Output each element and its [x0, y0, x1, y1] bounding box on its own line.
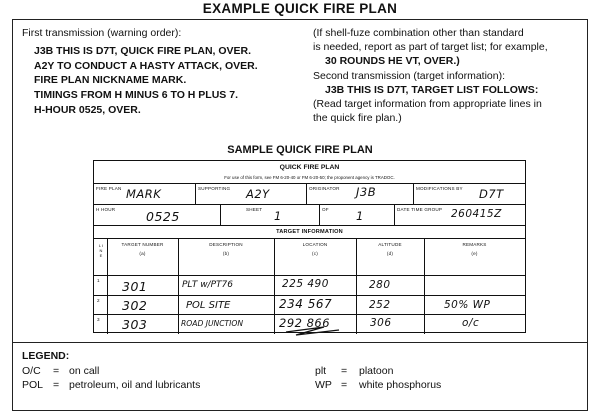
legend-meaning: platoon: [359, 365, 394, 377]
form-title: QUICK FIRE PLAN: [279, 164, 340, 171]
row-target-number: 302: [122, 298, 148, 313]
h-hour-value: 0525: [146, 209, 180, 224]
fire-plan-label: FIRE PLAN: [96, 186, 122, 191]
legend-meaning: white phosphorus: [359, 379, 442, 391]
first-transmission-line: J3B THIS IS D7T, QUICK FIRE PLAN, OVER.: [34, 44, 252, 57]
first-transmission-heading: First transmission (warning order):: [22, 27, 182, 39]
h-hour-label: H HOUR: [96, 207, 116, 212]
read-target-note: the quick fire plan.): [313, 112, 402, 125]
row-altitude: 306: [370, 317, 392, 329]
dtg-value: 260415Z: [451, 208, 502, 220]
modifications-by-value: D7T: [479, 187, 504, 201]
shell-fuze-note: is needed, report as part of target list; for example,: [313, 41, 548, 54]
legend-abbr: plt: [315, 365, 327, 377]
column-header-remarks: REMARKS: [462, 242, 487, 247]
first-transmission-line: A2Y TO CONDUCT A HASTY ATTACK, OVER.: [34, 59, 258, 72]
second-transmission-line: J3B THIS IS D7T, TARGET LIST FOLLOWS:: [325, 83, 539, 96]
supporting-value: A2Y: [246, 187, 270, 201]
row-location: 225 490: [282, 278, 329, 290]
legend-divider: [13, 342, 587, 343]
row-location: 292 866: [279, 316, 331, 330]
legend-abbr: WP: [315, 379, 332, 391]
column-header-altitude: ALTITUDE: [378, 242, 402, 247]
legend-item-wp: [315, 378, 441, 393]
legend-heading: LEGEND:: [22, 350, 70, 362]
legend-item-plt: [315, 364, 393, 379]
row-remarks: 50% WP: [444, 299, 491, 311]
legend-abbr: O/C: [22, 365, 41, 377]
shell-fuze-example: 30 ROUNDS HE VT, OVER.): [325, 55, 460, 68]
form-subtitle: For use of this form, see FM 6-20-40 or FM 6-20-50; the proponent agency is TRADOC.: [224, 175, 395, 180]
fire-plan-value: MARK: [126, 187, 162, 201]
column-sub: (d): [386, 251, 394, 256]
row-line-number: 3: [97, 317, 100, 322]
read-target-note: (Read target information from appropriate lines in: [313, 98, 542, 111]
row-description: PLT w/PT76: [182, 280, 233, 290]
legend-meaning: on call: [69, 365, 100, 377]
column-sub: (c): [312, 251, 318, 256]
end-mark-icon: [284, 323, 344, 337]
column-header-description: DESCRIPTION: [209, 242, 243, 247]
row-description: POL SITE: [186, 300, 231, 311]
row-line-number: 2: [97, 298, 100, 303]
legend-item-oc: [22, 364, 99, 379]
first-transmission-line: TIMINGS FROM H MINUS 6 TO H PLUS 7.: [34, 89, 238, 102]
shell-fuze-note: (If shell-fuze combination other than standard: [313, 27, 524, 39]
column-header-target-number: TARGET NUMBER: [121, 242, 164, 247]
row-altitude: 252: [369, 299, 391, 311]
quick-fire-plan-form: [93, 160, 526, 333]
legend-item-pol: [22, 378, 200, 393]
legend-eq: =: [53, 365, 60, 377]
row-location: 234 567: [279, 297, 333, 311]
first-transmission-block: [22, 26, 292, 118]
legend-eq: =: [341, 365, 348, 377]
legend-abbr: POL: [22, 379, 44, 391]
line-column-label: L I N E: [98, 243, 104, 258]
supporting-label: SUPPORTING: [198, 186, 231, 191]
row-line-number: 1: [97, 278, 100, 283]
document-frame: [12, 19, 588, 411]
page-title: EXAMPLE QUICK FIRE PLAN: [202, 1, 398, 16]
sheet-value: 1: [274, 209, 282, 223]
column-header-location: LOCATION: [302, 242, 328, 247]
legend-eq: =: [341, 379, 348, 391]
row-target-number: 301: [122, 279, 148, 294]
modifications-by-label: MODIFICATIONS BY: [416, 186, 463, 191]
of-value: 1: [356, 209, 364, 223]
row-target-number: 303: [122, 317, 148, 332]
legend-meaning: petroleum, oil and lubricants: [69, 379, 201, 391]
column-sub: (e): [471, 251, 478, 256]
dtg-label: DATE TIME GROUP: [397, 207, 443, 212]
legend-eq: =: [53, 379, 60, 391]
second-transmission-heading: Second transmission (target information):: [313, 69, 505, 82]
first-transmission-line: FIRE PLAN NICKNAME MARK.: [34, 74, 187, 87]
column-sub: (a): [139, 251, 146, 256]
of-label: OF: [322, 207, 329, 212]
target-information-title: TARGET INFORMATION: [276, 229, 343, 235]
sample-title: SAMPLE QUICK FIRE PLAN: [227, 144, 373, 156]
second-transmission-block: [313, 26, 585, 125]
column-sub: (b): [222, 251, 230, 256]
row-description: ROAD JUNCTION: [181, 319, 244, 328]
first-transmission-line: H-HOUR 0525, OVER.: [34, 103, 141, 116]
row-altitude: 280: [369, 279, 391, 291]
row-remarks: o/c: [462, 317, 480, 329]
originator-label: ORIGINATOR: [309, 186, 340, 191]
originator-value: J3B: [356, 185, 377, 199]
sheet-label: SHEET: [246, 207, 263, 212]
